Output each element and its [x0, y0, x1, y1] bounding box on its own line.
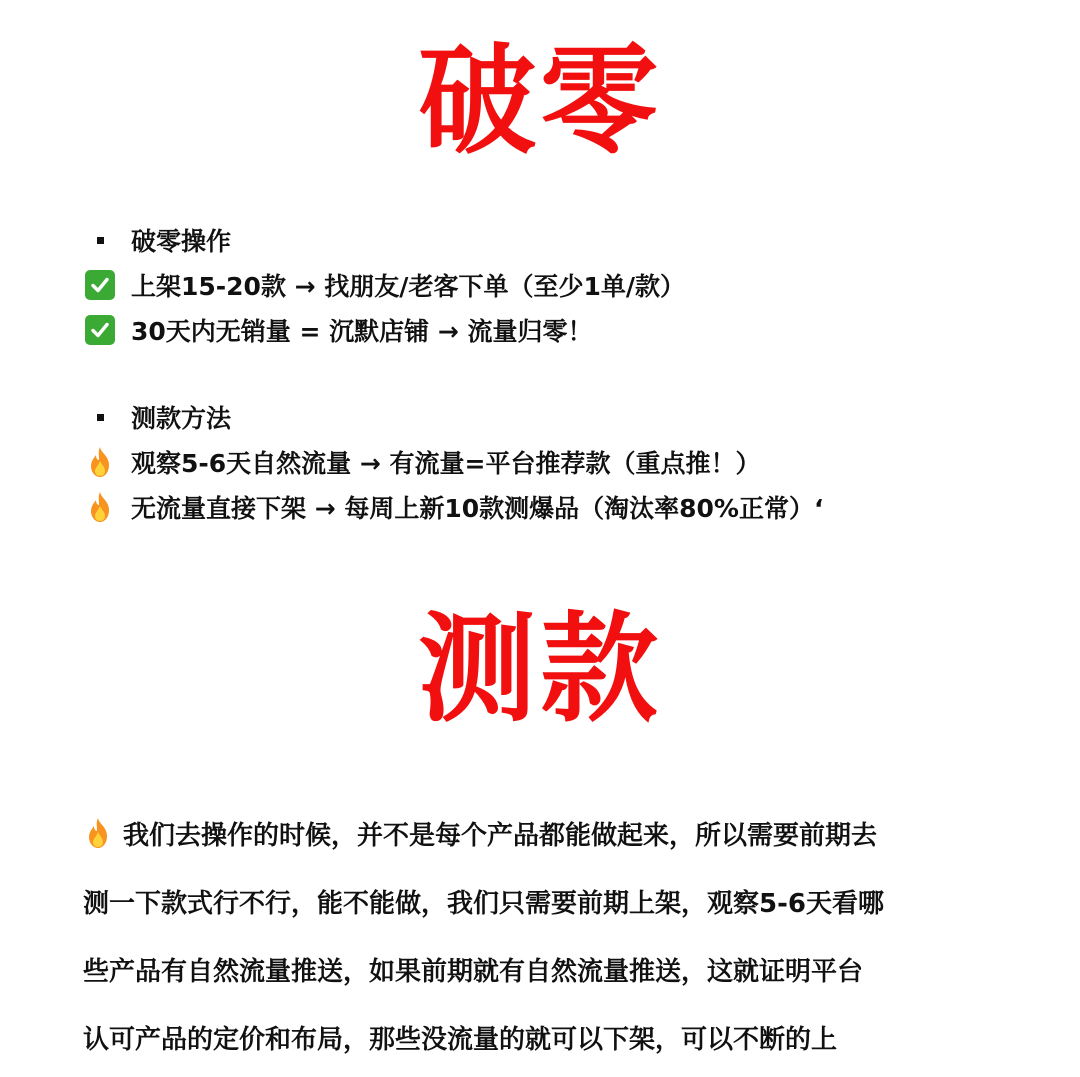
paragraph-text: 些产品有自然流量推送，如果前期就有自然流量推送，这就证明平台 [83, 956, 864, 987]
list-item-text: 无流量直接下架 → 每周上新10款测爆品（淘汰率80%正常）‘ [131, 494, 824, 523]
paragraph-text: 我们去操作的时候，并不是每个产品都能做起来，所以需要前期去 [123, 820, 878, 851]
paragraph-line [83, 1019, 837, 1055]
paragraph-line [83, 951, 863, 987]
list-item [83, 445, 760, 479]
list-item-text: 上架15-20款 → 找朋友/老客下单（至少1单/款） [131, 272, 685, 301]
heading-text: 测款方法 [131, 404, 232, 433]
paragraph-line [83, 815, 877, 851]
list-item-text: 30天内无销量 = 沉默店铺 → 流量归零！ [131, 317, 593, 346]
heading-text: 破零操作 [131, 227, 232, 256]
list-item-text: 观察5-6天自然流量 → 有流量=平台推荐款（重点推！） [131, 449, 761, 478]
heading-row-poling-operation [83, 223, 231, 257]
square-bullet-icon [83, 223, 117, 257]
list-item [83, 490, 823, 524]
paragraph-text: 测一下款式行不行，能不能做，我们只需要前期上架，观察5-6天看哪 [83, 888, 884, 919]
list-item [83, 268, 685, 302]
check-mark-icon [83, 268, 117, 302]
section-title-pojing: 破零 [417, 32, 662, 170]
paragraph-text: 认可产品的定价和布局，那些没流量的就可以下架，可以不断的上 [83, 1024, 838, 1055]
fire-icon [83, 445, 117, 479]
paragraph-line [83, 883, 884, 919]
heading-row-test-method [83, 400, 231, 434]
check-mark-icon [83, 313, 117, 347]
list-item [83, 313, 593, 347]
section-title-cekuan: 测款 [417, 600, 662, 738]
square-bullet-icon [83, 400, 117, 434]
fire-icon [83, 816, 113, 850]
fire-icon [83, 490, 117, 524]
